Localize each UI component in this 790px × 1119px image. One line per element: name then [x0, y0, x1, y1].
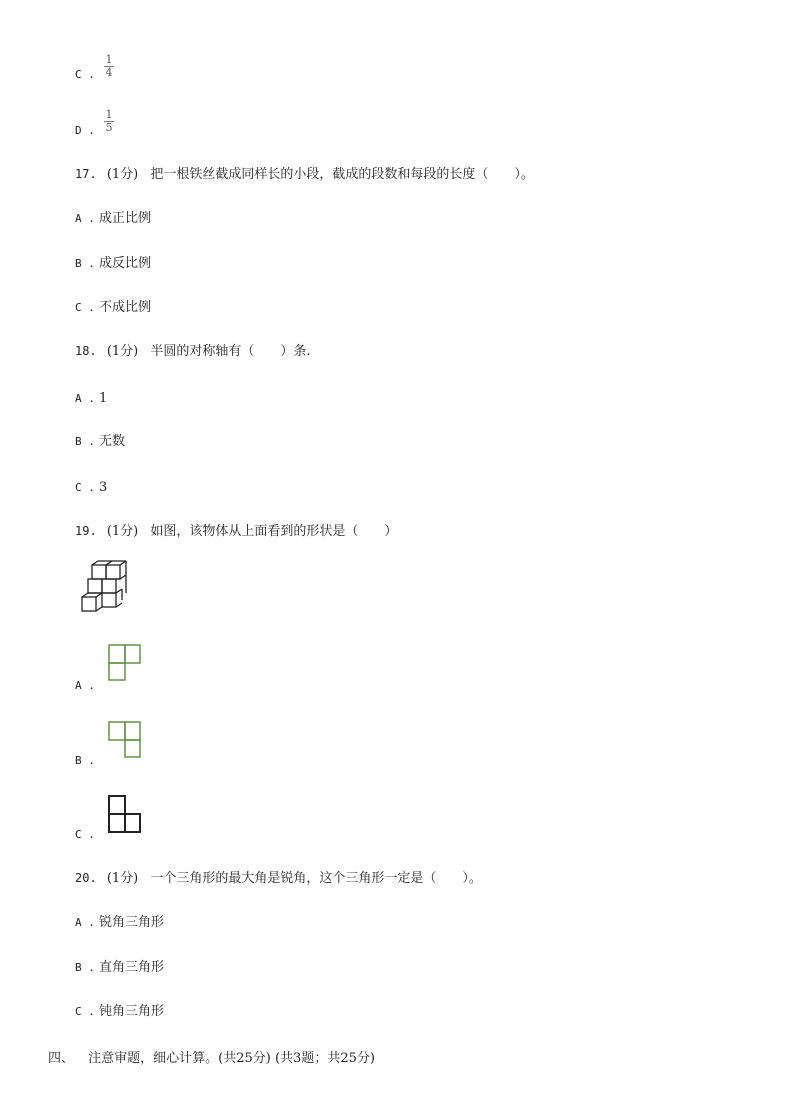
question-text: 如图，该物体从上面看到的形状是（ ） [150, 524, 398, 539]
top-view-shape-b [108, 721, 142, 759]
option-a-q18[interactable] [75, 391, 107, 407]
option-a-q17[interactable] [75, 211, 151, 227]
option-letter: B . [75, 754, 95, 767]
option-letter: A . [75, 916, 95, 929]
fraction-denominator: 4 [105, 66, 113, 79]
option-letter: C . [75, 301, 95, 314]
option-letter: C . [75, 828, 95, 841]
option-b-q20[interactable] [75, 960, 164, 976]
question-score: (1分) [106, 344, 139, 359]
option-letter: B . [75, 961, 95, 974]
fraction-denominator: 5 [105, 121, 113, 134]
fraction-one-quarter [103, 55, 115, 78]
cube-stack-figure [78, 560, 128, 614]
fraction-one-fifth [103, 110, 115, 133]
option-text: 成正比例 [99, 211, 152, 226]
section-number: 四、 [48, 1051, 75, 1066]
option-text: 成反比例 [99, 256, 152, 271]
option-letter: A . [75, 212, 95, 225]
option-b-q19[interactable] [75, 753, 99, 769]
question-17 [75, 166, 534, 183]
option-text: 3 [99, 480, 108, 495]
option-a-q20[interactable] [75, 915, 164, 931]
option-letter: B . [75, 257, 95, 270]
fraction-numerator: 1 [105, 108, 113, 121]
top-view-shape-c [108, 795, 142, 835]
question-score: (1分) [106, 871, 139, 886]
question-number: 19. [75, 524, 97, 538]
question-text: 把一根铁丝截成同样长的小段，截成的段数和每段的长度（ ）。 [150, 167, 534, 182]
option-letter: D . [75, 124, 95, 137]
option-a-q19[interactable] [75, 678, 99, 694]
option-b-q17[interactable] [75, 256, 151, 272]
question-score: (1分) [106, 524, 139, 539]
question-20 [75, 870, 482, 887]
question-18 [75, 343, 311, 360]
option-d-q16[interactable] [75, 123, 99, 139]
top-view-shape-a [108, 644, 142, 682]
question-number: 17. [75, 167, 97, 181]
question-number: 18. [75, 344, 97, 358]
option-text: 无数 [99, 434, 126, 449]
option-c-q17[interactable] [75, 300, 151, 316]
question-19 [75, 523, 397, 540]
question-score: (1分) [106, 167, 139, 182]
question-text: 半圆的对称轴有（ ）条. [150, 344, 311, 359]
option-letter: C . [75, 481, 95, 494]
option-text: 不成比例 [99, 300, 152, 315]
section-4-heading [48, 1047, 375, 1066]
question-text: 一个三角形的最大角是锐角，这个三角形一定是（ ）。 [150, 871, 482, 886]
option-letter: B . [75, 435, 95, 448]
option-letter: A . [75, 392, 95, 405]
option-c-q19[interactable] [75, 827, 99, 843]
option-b-q18[interactable] [75, 434, 125, 450]
option-letter: A . [75, 679, 95, 692]
fraction-numerator: 1 [105, 53, 113, 66]
option-c-q20[interactable] [75, 1004, 164, 1020]
option-text: 锐角三角形 [99, 915, 165, 930]
option-letter: C . [75, 1005, 95, 1018]
option-text: 1 [99, 391, 108, 406]
option-letter: C . [75, 68, 95, 81]
section-title: 注意审题，细心计算。(共25分) (共3题；共25分) [88, 1051, 375, 1066]
option-c-q18[interactable] [75, 480, 107, 496]
option-text: 钝角三角形 [99, 1004, 165, 1019]
question-number: 20. [75, 871, 97, 885]
option-text: 直角三角形 [99, 960, 165, 975]
option-c-q16[interactable] [75, 67, 99, 83]
